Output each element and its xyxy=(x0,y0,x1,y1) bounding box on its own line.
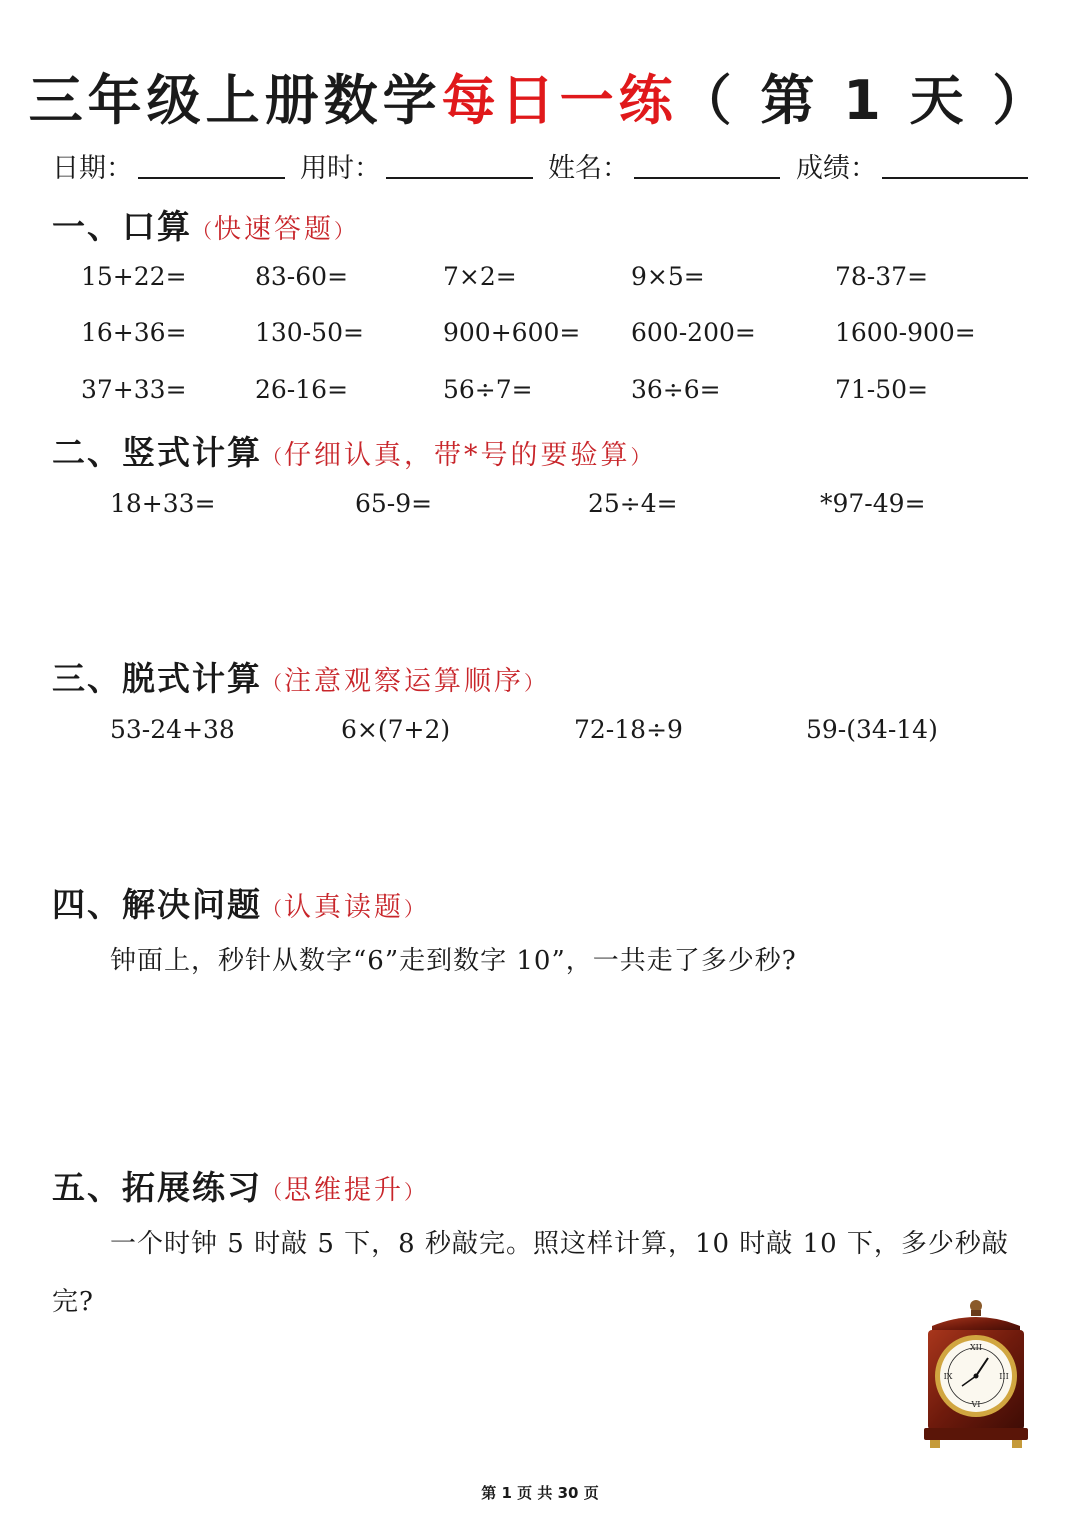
step-calc-question: 6×(7+2) xyxy=(341,715,451,744)
oral-question: 56÷7= xyxy=(443,375,533,404)
problem-text: 钟面上，秒针从数字“6”走到数字 10”，一共走了多少秒? xyxy=(110,946,797,976)
page-footer: 第 1 页 共 30 页 xyxy=(481,1484,599,1502)
date-field[interactable] xyxy=(138,177,285,179)
vertical-calc-question: 25÷4= xyxy=(588,489,678,518)
section-4-note: 认真读题 xyxy=(284,892,404,923)
section-3-note: 注意观察运算顺序 xyxy=(284,666,524,697)
oral-question: 600-200= xyxy=(631,318,756,347)
problem-text-line-1: 一个时钟 5 时敲 5 下，8 秒敲完。照这样计算，10 时敲 10 下，多少秒敲 xyxy=(110,1229,1009,1259)
oral-question: 36÷6= xyxy=(631,375,721,404)
oral-question: 26-16= xyxy=(255,375,349,404)
oral-question: 9×5= xyxy=(631,262,705,291)
vertical-calc-question: 18+33= xyxy=(110,489,216,518)
oral-question: 7×2= xyxy=(443,262,517,291)
problem-text-line-2: 完? xyxy=(52,1287,94,1317)
date-label: 日期： xyxy=(52,153,133,184)
time-field[interactable] xyxy=(386,177,533,179)
oral-question: 900+600= xyxy=(443,318,581,347)
section-4-heading: 四、解决问题（认真读题） xyxy=(52,885,426,924)
section-1-heading: 一、口算（快速答题） xyxy=(52,207,356,246)
section-5-note: 思维提升 xyxy=(284,1175,404,1206)
title-suffix: （ 第 1 天 ） xyxy=(677,69,1052,132)
step-calc-question: 59-(34-14) xyxy=(806,715,938,744)
score-label: 成绩： xyxy=(796,153,877,184)
svg-text:IX: IX xyxy=(943,1372,953,1381)
page-title xyxy=(0,58,1080,135)
step-calc-question: 72-18÷9 xyxy=(574,715,683,744)
oral-question: 130-50= xyxy=(255,318,364,347)
clock-icon xyxy=(918,1296,1034,1454)
section-3-heading: 三、脱式计算（注意观察运算顺序） xyxy=(52,659,546,698)
section-5-heading: 五、拓展练习（思维提升） xyxy=(52,1168,426,1207)
vertical-calc-question: 65-9= xyxy=(355,489,433,518)
title-red: 每日一练 xyxy=(441,69,678,132)
section-2-heading: 二、竖式计算（仔细认真，带*号的要验算） xyxy=(52,433,653,472)
score-field[interactable] xyxy=(882,177,1028,179)
section-1-note: 快速答题 xyxy=(214,214,334,245)
section-2-note: 仔细认真，带*号的要验算 xyxy=(284,440,631,471)
svg-text:III: III xyxy=(999,1372,1009,1381)
name-field[interactable] xyxy=(634,177,780,179)
svg-text:VI: VI xyxy=(971,1400,981,1409)
time-label: 用时： xyxy=(300,153,381,184)
oral-question: 37+33= xyxy=(81,375,187,404)
name-label: 姓名： xyxy=(548,153,629,184)
oral-question: 78-37= xyxy=(835,262,929,291)
oral-question: 1600-900= xyxy=(835,318,976,347)
title-black: 三年级上册数学 xyxy=(28,69,442,132)
oral-question: 83-60= xyxy=(255,262,349,291)
oral-question: 71-50= xyxy=(835,375,929,404)
oral-question: 15+22= xyxy=(81,262,187,291)
oral-question: 16+36= xyxy=(81,318,187,347)
vertical-calc-question: *97-49= xyxy=(820,489,926,518)
svg-text:XII: XII xyxy=(969,1343,983,1352)
step-calc-question: 53-24+38 xyxy=(110,715,235,744)
